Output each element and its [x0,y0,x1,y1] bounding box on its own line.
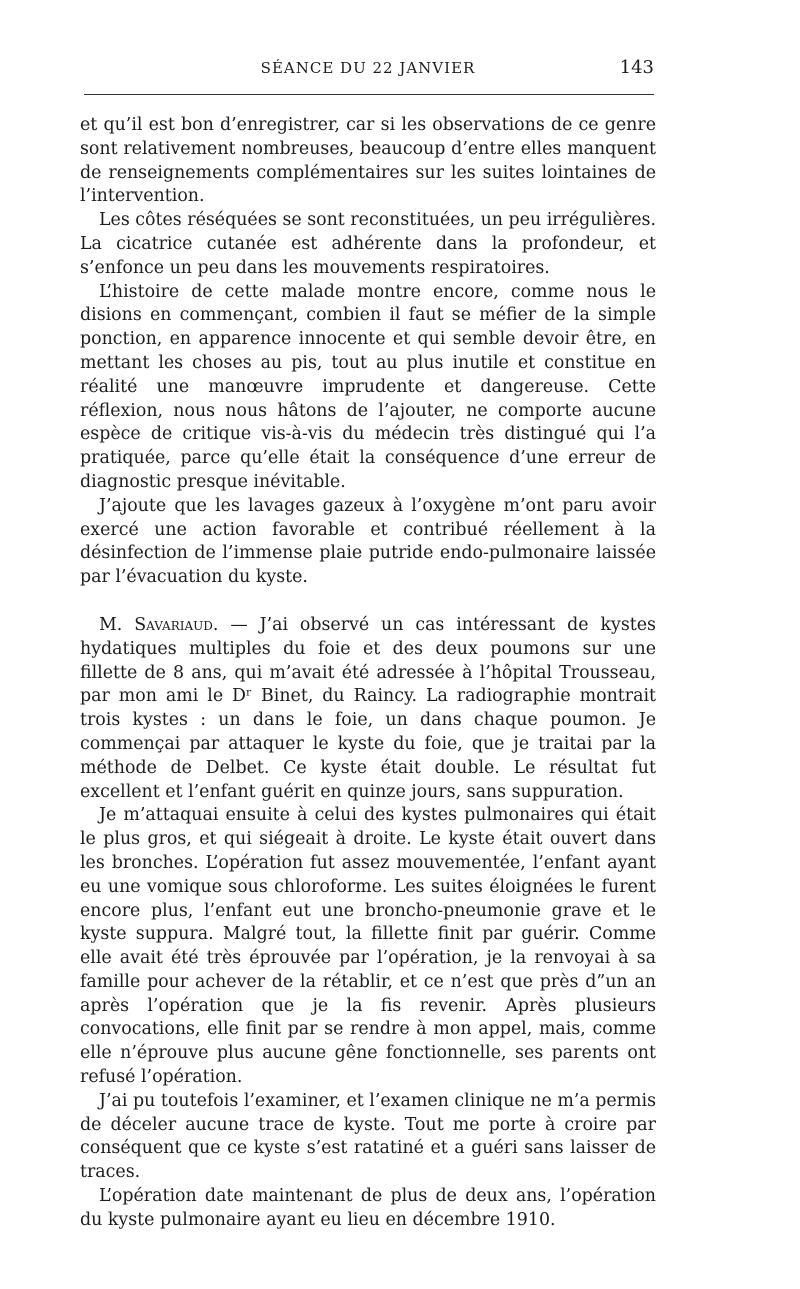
paragraph-continued: et qu’il est bon d’enregistrer, car si les observations de ce genre sont relativement nombreuses, beaucoup d’entre elles manquent de renseignements complémentaires sur les suites lointaines de l’intervention. [80,115,656,207]
speaker-text: — J’ai observé un cas intéressant de kystes hydatiques multiples du foie et des deux poumons sur une fillette de 8 ans, qui m’avait été adressée à l’hôpital Trousseau, par mon ami le Dʳ Binet, du Raincy. La radiographie montrait trois kystes : un dans le foie, un dans chaque poumon. Je commençai par attaquer le kyste du foie, que je traitai par la méthode de Delbet. Ce kyste était double. Le résultat fut excellent et l’enfant guérit en quinze jours, sans suppuration. [80,614,656,802]
page [80,0,656,1289]
paragraph: L’opération date maintenant de plus de deux ans, l’opération du kyste pulmonaire ayant eu lieu en décembre 1910. [80,1186,656,1230]
speaker-prefix: M. [99,614,135,635]
running-header [80,57,656,83]
paragraph: L’histoire de cette malade montre encore, comme nous le disions en commençant, combien il faut se méfier de la simple ponction, en apparence innocente et qui semble devoir être, en mettant les choses au pis, tout au plus inutile et constitue en réalité une manœuvre imprudente et dangereuse. Cette réflexion, nous nous hâtons de l’ajouter, ne comporte aucune espèce de critique vis-à-vis du médecin très distingué qui l’a pratiquée, parce qu’elle était la conséquence d’une erreur de diagnostic presque inévitable. [80,281,656,492]
paragraph: Les côtes réséquées se sont reconstituées, un peu irrégulières. La cicatrice cutanée est adhérente dans la profondeur, et s’enfonce un peu dans les mouvements respiratoires. [80,210,656,278]
header-title: SÉANCE DU 22 JANVIER [260,59,476,77]
speaker-paragraph [80,614,656,804]
body-text [80,114,656,1233]
paragraph: J’ai pu toutefois l’examiner, et l’examen clinique ne m’a permis de déceler aucune trace de kyste. Tout me porte à croire par conséquent que ce kyste s’est ratatiné et a guéri sans laisser de traces. [80,1090,656,1183]
page-number: 143 [619,57,654,78]
speaker-name: Savariaud. [134,614,219,635]
header-rule [84,94,654,95]
paragraph: Je m’attaquai ensuite à celui des kystes pulmonaires qui était le plus gros, et qui siégeait à droite. Le kyste était ouvert dans les bronches. L’opération fut assez mouvementée, l’enfant ayant eu une vomique sous chloroforme. Les suites éloignées le furent encore plus, l’enfant eut une broncho-pneumonie grave et le kyste suppura. Malgré tout, la fillette finit par guérir. Comme elle avait été très éprouvée par l’opération, je la renvoyai à sa famille pour achever de la rétablir, et ce n’est que près d”un an après l’opération que je la fis revenir. Après plusieurs convocations, elle finit par se rendre à mon appel, mais, comme elle n’éprouve plus aucune gêne fonctionnelle, ses parents ont refusé l’opération. [80,805,656,1088]
paragraph: J’ajoute que les lavages gazeux à l’oxygène m’ont paru avoir exercé une action favorable et contribué réellement à la désinfection de l’immense plaie putride endo-pulmonaire laissée par l’évacuation du kyste. [80,495,656,588]
